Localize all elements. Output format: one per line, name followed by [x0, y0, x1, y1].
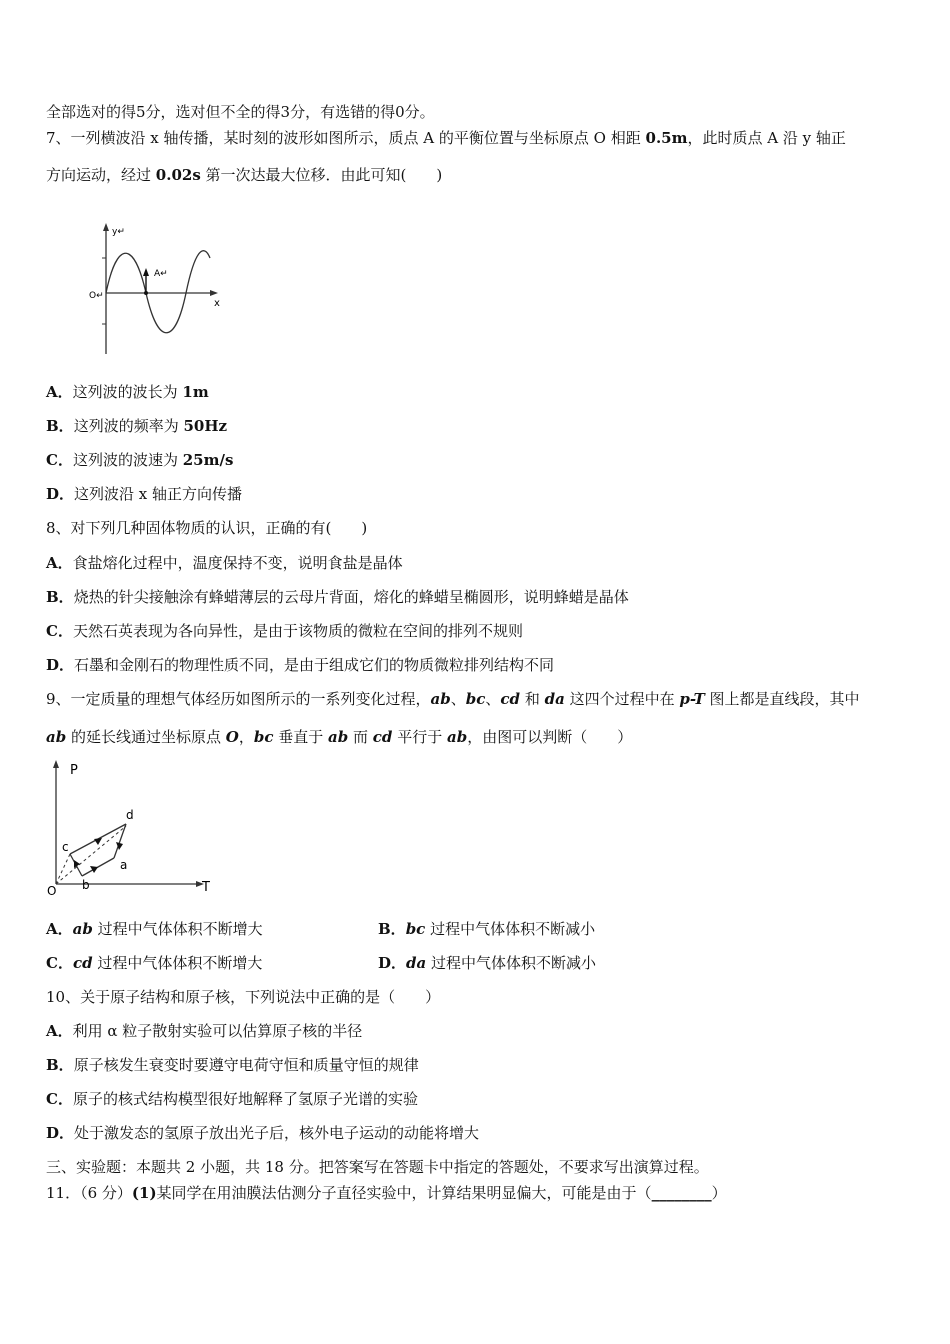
q8-option-b — [46, 587, 629, 607]
q8-stem: 8、对下列几种固体物质的认识，正确的有( ) — [46, 519, 368, 537]
p-t-label: p-T — [679, 690, 705, 708]
option-text: 过程中气体体积不断增大 — [92, 920, 263, 938]
option-text: 原子的核式结构模型很好地解释了氢原子光谱的实验 — [72, 1090, 418, 1108]
q9-option-d — [378, 953, 596, 973]
option-text: 这列波沿 x 轴正方向传播 — [74, 485, 243, 503]
pt-p-arrow — [53, 760, 59, 768]
option-letter: A． — [46, 1022, 73, 1040]
point-a — [144, 291, 148, 295]
q7-option-d — [46, 484, 242, 504]
q9-text: 垂直于 — [273, 728, 329, 746]
process-cd: cd — [372, 728, 393, 746]
q11-text: ） — [711, 1184, 727, 1202]
process-ab: ab — [430, 690, 451, 708]
option-letter: C． — [46, 954, 73, 972]
q7-text: 7、一列横波沿 x 轴传播，某时刻的波形如图所示，质点 A 的平衡位置与坐标原点 O 相距 — [46, 129, 646, 147]
option-text: 原子核发生衰变时要遵守电荷守恒和质量守恒的规律 — [73, 1056, 419, 1074]
q9-text: 图上都是直线段，其中 — [704, 690, 860, 708]
q9-option-c — [46, 953, 262, 973]
q9-text: 平行于 — [392, 728, 447, 746]
q9-text: 的延长线通过坐标原点 — [66, 728, 226, 746]
option-letter: A． — [46, 383, 73, 401]
wave-x-label: x — [214, 298, 220, 309]
q7-text: ，此时质点 A 沿 y 轴正 — [687, 129, 846, 147]
q11-text: 某同学在用油膜法估测分子直径实验中，计算结果明显偏大，可能是由于（ — [156, 1184, 652, 1202]
option-text: 过程中气体体积不断减小 — [426, 954, 597, 972]
q10-option-d — [46, 1123, 479, 1143]
process-ab: ab — [46, 728, 67, 746]
option-process: da — [406, 954, 427, 972]
option-letter: C． — [46, 451, 73, 469]
option-letter: D． — [46, 485, 75, 503]
option-letter: C． — [46, 622, 73, 640]
q9-text: 这四个过程中在 — [564, 690, 680, 708]
q10-option-b — [46, 1055, 419, 1075]
wave-y-label: y↵ — [112, 227, 125, 237]
q9-text: ，由图可以判断（ ） — [467, 728, 633, 746]
cd-extension — [56, 854, 70, 884]
pt-c-label: c — [62, 840, 69, 854]
q7-stem-line1 — [46, 128, 846, 148]
option-letter: A． — [46, 554, 73, 572]
option-value: 50Hz — [183, 417, 228, 435]
q9-text: 、 — [450, 690, 466, 708]
wave-curve — [106, 251, 210, 333]
wave-figure — [82, 220, 232, 360]
option-text: 这列波的频率为 — [73, 417, 184, 435]
q9-text: 、 — [485, 690, 501, 708]
option-letter: B． — [46, 1056, 74, 1074]
pt-d-label: d — [126, 808, 134, 822]
option-letter: A． — [46, 920, 73, 938]
wave-origin-label: O↵ — [89, 291, 104, 301]
pt-t-label: T — [202, 880, 210, 895]
process-bc: bc — [253, 728, 274, 746]
section-3-heading: 三、实验题：本题共 2 小题，共 18 分。把答案写在答题卡中指定的答题处，不要求写出演算过程。 — [46, 1158, 709, 1176]
option-text: 食盐熔化过程中，温度保持不变，说明食盐是晶体 — [72, 554, 403, 572]
wave-y-arrow — [103, 223, 109, 231]
option-process: bc — [405, 920, 426, 938]
option-process: cd — [72, 954, 93, 972]
option-text: 烧热的针尖接触涂有蜂蜡薄层的云母片背面，熔化的蜂蜡呈椭圆形，说明蜂蜡是晶体 — [73, 588, 629, 606]
option-text: 这列波的波长为 — [72, 383, 183, 401]
q10-option-c — [46, 1089, 418, 1109]
q9-stem-line1 — [46, 689, 860, 709]
pt-o-label: O — [47, 884, 57, 898]
option-letter: C． — [46, 1090, 73, 1108]
q7-stem-line2 — [46, 165, 442, 185]
option-value: 25m/s — [182, 451, 234, 469]
option-text: 利用 α 粒子散射实验可以估算原子核的半径 — [72, 1022, 363, 1040]
point-a-label: A↵ — [154, 269, 168, 279]
q7-time: 0.02s — [155, 166, 201, 184]
q9-text: 而 — [348, 728, 373, 746]
option-letter: B． — [378, 920, 406, 938]
option-text: 过程中气体体积不断增大 — [92, 954, 263, 972]
origin-o: O — [225, 728, 239, 746]
pt-b-label: b — [82, 878, 90, 892]
option-letter: B． — [46, 417, 74, 435]
q9-text: ， — [238, 728, 254, 746]
intro-text: 全部选对的得5分，选对但不全的得3分，有选错的得0分。 — [46, 103, 435, 121]
q9-text: 和 — [520, 690, 545, 708]
q10-option-a — [46, 1021, 362, 1041]
option-text: 天然石英表现为各向异性，是由于该物质的微粒在空间的排列不规则 — [72, 622, 523, 640]
q7-option-c — [46, 450, 233, 470]
option-text: 处于激发态的氢原子放出光子后，核外电子运动的动能将增大 — [74, 1124, 480, 1142]
process-cd: cd — [500, 690, 521, 708]
option-letter: D． — [46, 656, 75, 674]
process-ab: ab — [446, 728, 468, 746]
process-bc: bc — [465, 690, 486, 708]
cd-arrow — [94, 838, 102, 845]
q7-text: 方向运动，经过 — [46, 166, 156, 184]
q9-option-a — [46, 919, 263, 939]
q7-option-b — [46, 416, 227, 436]
process-da: da — [544, 690, 565, 708]
pt-figure — [44, 756, 224, 898]
q11-number: 11．（6 分） — [46, 1184, 132, 1202]
q9-option-b — [378, 919, 595, 939]
q7-option-a — [46, 382, 209, 402]
option-text: 这列波的波速为 — [72, 451, 183, 469]
q7-distance: 0.5m — [645, 129, 688, 147]
option-letter: D． — [378, 954, 407, 972]
q9-stem-line2 — [46, 727, 632, 747]
point-a-arrow-head — [143, 268, 149, 276]
q8-option-a — [46, 553, 403, 573]
q11-part: (1) — [131, 1184, 157, 1202]
option-letter: B． — [46, 588, 74, 606]
ab-arrow — [90, 866, 98, 873]
q9-text: 9、一定质量的理想气体经历如图所示的一系列变化过程， — [46, 690, 431, 708]
pt-p-label: P — [70, 763, 78, 778]
q10-stem: 10、关于原子结构和原子核，下列说法中正确的是（ ） — [46, 988, 441, 1006]
option-letter: D． — [46, 1124, 75, 1142]
option-text: 过程中气体体积不断减小 — [425, 920, 596, 938]
option-value: 1m — [182, 383, 209, 401]
answer-blank[interactable]: ________ — [651, 1184, 712, 1202]
wave-x-arrow — [210, 290, 218, 296]
q11-stem — [46, 1183, 727, 1203]
pt-a-label: a — [120, 858, 128, 872]
q7-text: 第一次达最大位移．由此可知( ) — [200, 166, 443, 184]
q8-option-d — [46, 655, 554, 675]
option-process: ab — [72, 920, 93, 938]
q8-option-c — [46, 621, 523, 641]
process-ab: ab — [328, 728, 349, 746]
option-text: 石墨和金刚石的物理性质不同，是由于组成它们的物质微粒排列结构不同 — [74, 656, 555, 674]
